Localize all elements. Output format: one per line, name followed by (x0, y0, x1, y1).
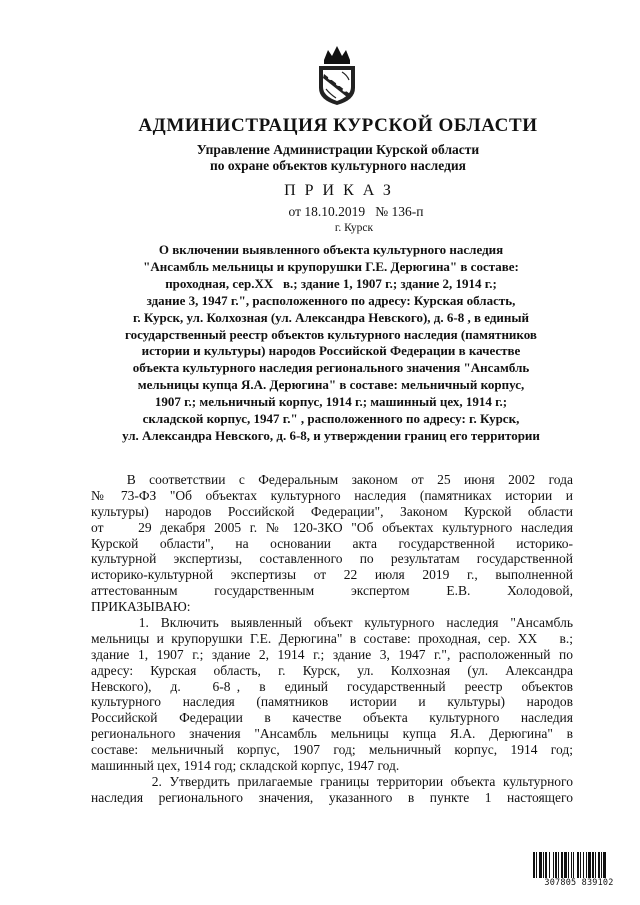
kursk-coat-of-arms-icon (314, 44, 360, 106)
organization-name: АДМИНИСТРАЦИЯ КУРСКОЙ ОБЛАСТИ (138, 115, 538, 136)
body-line: адресу: Курская область, г. Курск, ул. Колхозная (ул. Александра (91, 662, 573, 678)
title-line: ул. Александра Невского, д. 6-8, и утверждении границ его территории (122, 427, 540, 443)
barcode-bars (533, 852, 625, 878)
barcode (533, 852, 625, 888)
body-line: историко-культурной экспертизы от 22 июля 2019 г., выполненной (91, 567, 573, 583)
title-line: 1907 г.; мельничный корпус, 1914 г.; машинный цех, 1914 г.; (154, 394, 508, 410)
body-line: культурной экспертизы, составленного по результатам государственной (91, 551, 573, 567)
body-line: 2. Утвердить прилагаемые границы территории объекта культурного (91, 773, 573, 789)
date-and-number: от 18.10.2019 № 136-п (288, 204, 424, 219)
document-type: ПРИКАЗ (284, 182, 400, 199)
barcode-number: 307805 839102 (544, 878, 614, 888)
body-line: составе: мельничный корпус, 1907 год; мельничный корпус, 1914 год; (91, 742, 573, 758)
title-line: мельницы купца Я.А. Дерюгина" в составе: мельничный корпус, (137, 377, 525, 393)
body-line: мельницы и крупорушки Г.Е. Дерюгина" в составе: проходная, сер. XX в.; (91, 630, 573, 646)
title-line: истории и культуры) народов Российской Федерации в качестве (141, 343, 521, 359)
body-line: здание 1, 1907 г.; здание 2, 1914 г.; здание 3, 1947 г.", расположенный по (91, 646, 573, 662)
title-line: "Ансамбль мельницы и крупорушки Г.Е. Дерюгина" в составе: (143, 258, 519, 274)
title-line: г. Курск, ул. Колхозная (ул. Александра Невского), д. 6-8 , в единый (132, 309, 530, 325)
department-line-2: по охране объектов культурного наследия (210, 158, 466, 173)
body-line: Невского), д. 6-8 , в единый государственный реестр объектов (91, 678, 573, 694)
title-line: О включении выявленного объекта культурного наследия (158, 242, 504, 257)
title-line: государственный реестр объектов культурного наследия (памятников (125, 326, 537, 342)
body-line: регионального значения "Ансамбль мельницы купца Я.А. Дерюгина" в (91, 726, 573, 742)
body-line: наследия регионального значения, указанного в пункте 1 настоящего (91, 789, 573, 805)
title-line: складской корпус, 1947 г." , расположенного по адресу: г. Курск, (142, 411, 520, 427)
body-line: В соответствии с Федеральным законом от 25 июня 2002 года (91, 472, 573, 487)
body-line: машинный цех, 1914 год; складской корпус, 1947 год. (91, 758, 400, 774)
body-line: от 29 декабря 2005 г. № 120-ЗКО "Об объектах культурного наследия (91, 519, 573, 535)
body-line: Российской Федерации в качестве объекта культурного наследия (91, 710, 573, 726)
body-line: 1. Включить выявленный объект культурного наследия "Ансамбль (91, 615, 573, 631)
body-line: Курской области", на основании акта государственной историко- (91, 535, 573, 551)
document-body (91, 472, 573, 806)
body-line: аттестованным государственным экспертом Е.В. Холодовой, (91, 583, 573, 599)
body-line: культуры) народов Российской Федерации", Законом Курской области (91, 503, 573, 519)
department-line-1: Управление Администрации Курской области (196, 142, 480, 157)
body-line: № 73-ФЗ "Об объектах культурного наследия (памятниках истории и (91, 487, 573, 503)
title-line: здание 3, 1947 г.", расположенного по адресу: Курская область, (146, 292, 516, 308)
title-line: объекта культурного наследия регионального значения "Ансамбль (132, 360, 530, 376)
city: г. Курск (334, 222, 374, 234)
body-line: ПРИКАЗЫВАЮ: (91, 599, 191, 615)
title-line: проходная, сер.XX в.; здание 1, 1907 г.; здание 2, 1914 г.; (165, 275, 497, 291)
body-line: культурного наследия (памятников истории и культуры) народов (91, 694, 573, 710)
document-title (82, 242, 580, 445)
